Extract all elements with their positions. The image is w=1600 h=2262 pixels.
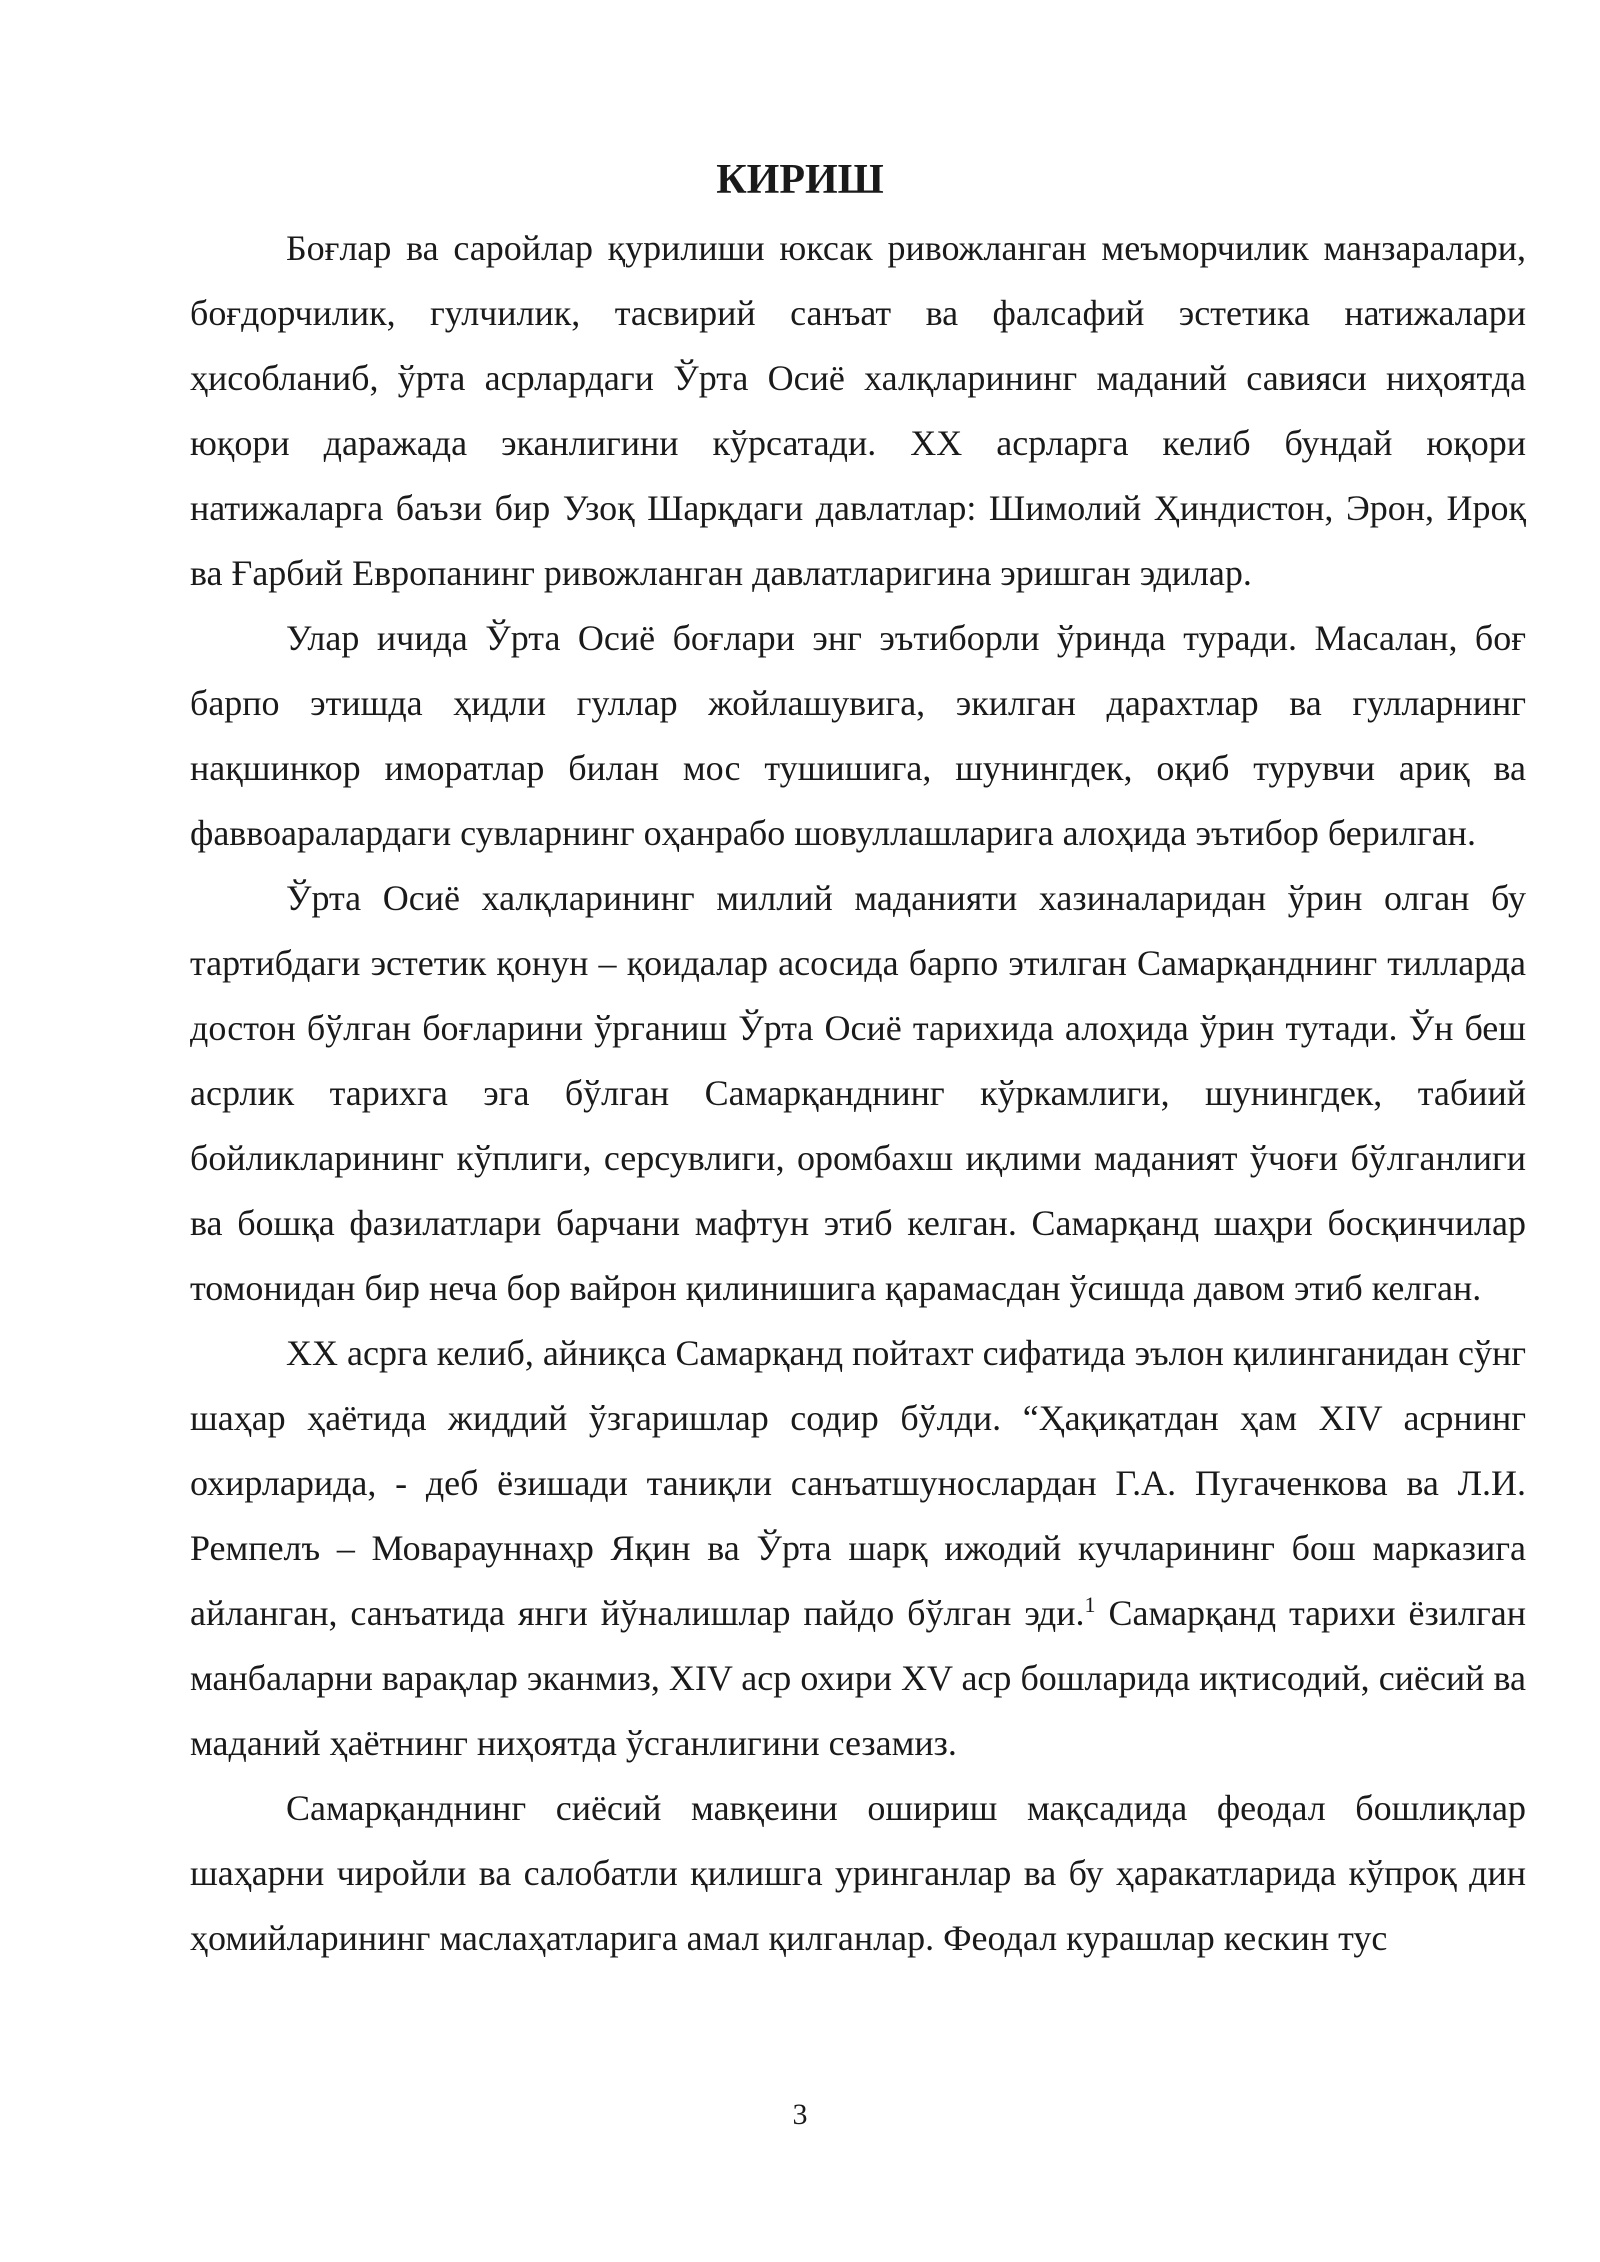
body-text — [190, 216, 1526, 1971]
paragraph-2: Улар ичида Ўрта Осиё боғлари энг эътиборли ўринда туради. Масалан, боғ барпо этишда ҳидли гуллар жойлашувига, экилган дарахтлар ва гулларнинг нақшинкор иморатлар билан мос тушишига, шунингдек, оқиб турувчи ариқ ва фаввоаралардаги сувларнинг оҳанрабо шовуллашларига алоҳида эътибор берилган. — [190, 618, 1526, 853]
page-title: КИРИШ — [716, 157, 884, 203]
paragraph-5: Самарқанднинг сиёсий мавқеини ошириш мақсадида феодал бошлиқлар шаҳарни чиройли ва салобатли қилишга уринганлар ва бу ҳаракатларида кўпроқ дин ҳомийларининг маслаҳатларига амал қилганлар. Феодал курашлар кескин тус — [190, 1788, 1526, 1958]
paragraph-3: Ўрта Осиё халқларининг миллий маданияти хазиналаридан ўрин олган бу тартибдаги эстетик қонун – қоидалар асосида барпо этилган Самарқанднинг тилларда достон бўлган боғларини ўрганиш Ўрта Осиё тарихида алоҳида ўрин тутади. Ўн беш асрлик тарихга эга бўлган Самарқанднинг кўркамлиги, шунингдек, табиий бойликларининг кўплиги, серсувлиги, оромбахш иқлими маданият ўчоғи бўлганлиги ва бошқа фазилатлари барчани мафтун этиб келган. Самарқанд шаҳри босқинчилар томонидан бир неча бор вайрон қилинишига қарамасдан ўсишда давом этиб келган. — [190, 878, 1526, 1308]
paragraph-4-text-before-note: ХХ асрга келиб, айниқса Самарқанд пойтахт сифатида эълон қилинганидан сўнг шаҳар ҳаётида жиддий ўзгаришлар содир бўлди. “Ҳақиқатдан ҳам XIV асрнинг охирларида, - деб ёзишади таниқли санъатшунослардан Г.А. Пугаченкова ва Л.И. Ремпелъ – Моварауннаҳр Яқин ва Ўрта шарқ ижодий кучларининг бош марказига айланган, санъатида янги йўналишлар пайдо бўлган эди. — [190, 1333, 1526, 1633]
paragraph-4 — [190, 1321, 1526, 1776]
footnote-mark: 1 — [1084, 1592, 1096, 1617]
paragraph-4-text-after-note: Самарқанд тарихи ёзилган манбаларни варақлар эканмиз, XIV аср охири XV аср бошларида иқтисодий, сиёсий ва маданий ҳаётнинг ниҳоятда ўсганлигини сезамиз. — [190, 1593, 1526, 1763]
paragraph-1: Боғлар ва саройлар қурилиши юксак ривожланган меъморчилик манзаралари, боғдорчилик, гулчилик, тасвирий санъат ва фалсафий эстетика натижалари ҳисобланиб, ўрта асрлардаги Ўрта Осиё халқларининг маданий савияси ниҳоятда юқори даражада эканлигини кўрсатади. ХХ асрларга келиб бундай юқори натижаларга баъзи бир Узоқ Шарқдаги давлатлар: Шимолий Ҳиндистон, Эрон, Ироқ ва Ғарбий Европанинг ривожланган давлатларигина эришган эдилар. — [190, 228, 1526, 593]
page-number: 3 — [792, 2098, 808, 2131]
